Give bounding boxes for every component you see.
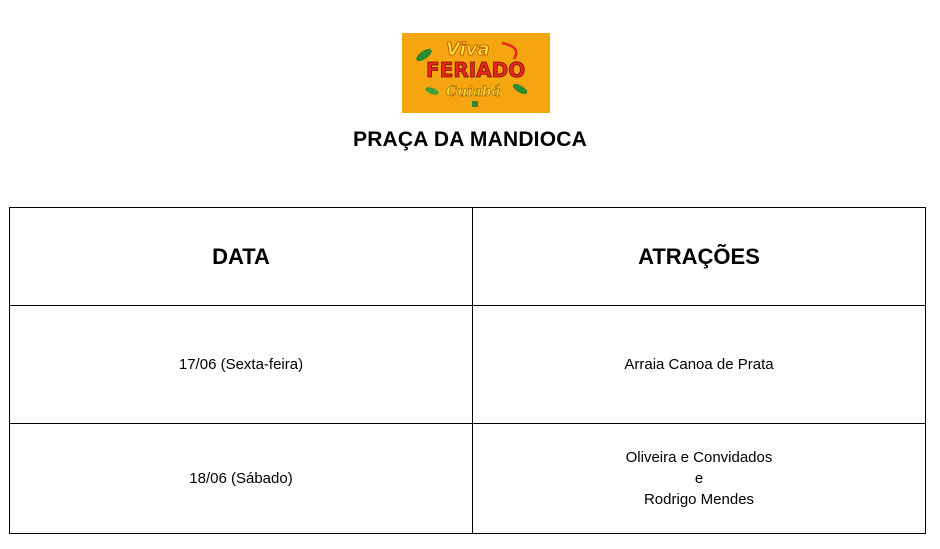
- table-row: [10, 306, 926, 424]
- attractions-cell: [473, 306, 926, 424]
- attraction-name: Oliveira e Convidados: [625, 449, 773, 466]
- attractions-cell: [473, 424, 926, 534]
- leaf-icon: [424, 86, 439, 96]
- attraction-name: Rodrigo Mendes: [643, 491, 755, 508]
- date-cell: 18/06 (Sábado): [10, 424, 473, 534]
- page-title: PRAÇA DA MANDIOCA: [352, 128, 587, 151]
- table-row: [10, 424, 926, 534]
- header-date: DATA: [10, 208, 473, 306]
- header-attractions: ATRAÇÕES: [473, 208, 926, 306]
- logo-line-feriado: FERIADO: [426, 58, 526, 82]
- leaf-icon: [511, 82, 528, 96]
- emblem-icon: [472, 101, 478, 107]
- logo-line-cuiaba: Cuiabá: [446, 84, 501, 100]
- attraction-connector: e: [694, 470, 704, 487]
- viva-feriado-logo: [402, 33, 550, 113]
- table-header-row: [10, 208, 926, 306]
- date-cell: 17/06 (Sexta-feira): [10, 306, 473, 424]
- logo-line-viva: Viva: [446, 39, 490, 60]
- schedule-table: [9, 207, 926, 534]
- attraction-name: Arraia Canoa de Prata: [624, 356, 774, 373]
